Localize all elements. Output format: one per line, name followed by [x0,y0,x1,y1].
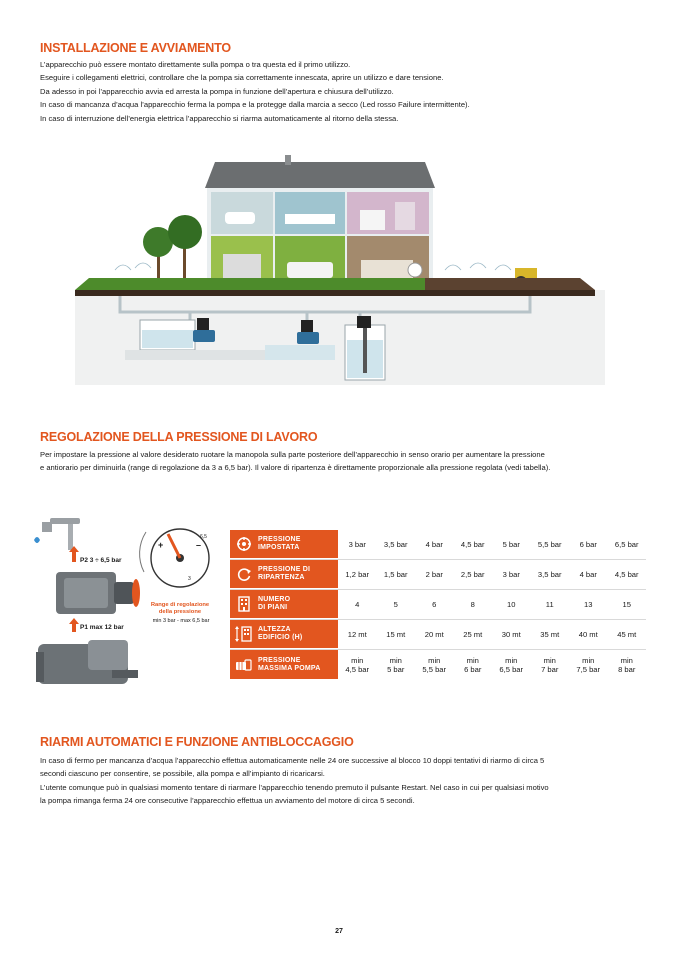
row-label: PRESSIONE MASSIMA POMPA [258,656,321,672]
table-cell: 15 [622,600,631,609]
pressure-table [230,530,646,680]
restart-arrows-icon [230,566,258,582]
text-line: Per impostare la pressione al valore desiderato ruotare la manopola sulla parte posteriore dell’apparecchio in senso orario per aumentare la pressione [40,450,545,459]
building-height-icon [230,626,258,642]
table-cell: min 6 bar [464,656,482,674]
table-cell: min 7 bar [541,656,559,674]
regulation-range-title: Range di regolazione della pressione [150,602,210,615]
table-cell: min 5 bar [387,656,405,674]
building-icon [230,596,258,612]
dial-max-value: 6,5 [200,534,207,540]
table-cell: 25 mt [463,630,483,639]
table-cell: 40 mt [578,630,598,639]
table-cell: 4,5 bar [460,540,485,549]
table-cell: 4 bar [579,570,597,579]
section-title-riarmi: RIARMI AUTOMATICI E FUNZIONE ANTIBLOCCAGGIO [40,735,354,749]
text-line: Eseguire i collegamenti elettrici, controllare che la pompa sia correttamente innescata, aprire un utilizzo e dare tensione. [40,73,444,83]
table-cell: 5,5 bar [537,540,562,549]
row-header [230,530,338,559]
row-label: PRESSIONE IMPOSTATA [258,536,301,551]
table-cell: 35 mt [540,630,560,639]
table-row-pressione-impostata [230,530,646,560]
row-header [230,590,338,619]
text-line: L’apparecchio può essere montato direttamente sulla pompa o tra questa ed il primo utilizzo. [40,60,351,69]
table-row-pressione-massima-pompa [230,650,646,680]
table-cell: 3 bar [348,540,366,549]
table-cell: 2,5 bar [460,570,485,579]
table-row-altezza-edificio [230,620,646,650]
table-cell: 6 [432,600,437,609]
table-cell: min 7,5 bar [576,656,601,674]
text-line: L’utente comunque può in qualsiasi momento tentare di riarmare l’apparecchio tenendo premuto il pulsante Restart. Nel caso in cui per qualsiasi motivo [40,782,549,792]
table-cell: 11 [545,600,554,609]
row-header [230,650,338,680]
riarmi-paragraph [40,754,640,808]
row-label: PRESSIONE DI RIPARTENZA [258,566,311,581]
dial-plus-sign: + [158,540,164,550]
text-line: e antiorario per diminuirla (range di regolazione da 3 a 6,5 bar). Il valore di ripartenza è direttamente proporzionale alla pressione regolata (vedi tabella). [40,463,551,473]
pump-pressure-diagram [28,512,218,692]
table-cell: 1,5 bar [383,570,408,579]
dial-min-value: 3 [188,576,191,582]
table-cell: 15 mt [386,630,406,639]
section-title-regolazione: REGOLAZIONE DELLA PRESSIONE DI LAVORO [40,430,318,444]
regulation-range-values: min 3 bar - max 6,5 bar [152,618,210,624]
table-cell: 8 [470,600,475,609]
text-line: In caso di mancanza d’acqua l’apparecchio ferma la pompa e la protegge dalla marcia a secco (Led rosso Failure intermittente). [40,100,470,110]
row-label: ALTEZZA EDIFICIO (H) [258,626,303,641]
table-cell: 10 [507,600,516,609]
table-cell: 4 bar [425,540,443,549]
table-cell: min 4,5 bar [345,656,370,674]
table-cell: 13 [584,600,593,609]
table-cell: 3 bar [502,570,520,579]
table-cell: 3,5 bar [383,540,408,549]
text-line: In caso di fermo per mancanza d’acqua l’apparecchio effettua automaticamente nelle 24 ore successive al blocco 10 doppi tentativi di riarmo di circa 5 [40,756,545,765]
text-line: Da adesso in poi l’apparecchio avvia ed arresta la pompa in funzione dell’apertura e chiusura dell’utilizzo. [40,86,394,96]
gauge-icon [230,536,258,552]
row-label: NUMERO DI PIANI [258,596,291,611]
text-line: secondi ciascuno per consentire, se possibile, alla pompa e all’impianto di ricaricarsi. [40,769,325,779]
installazione-paragraph [40,58,640,125]
table-cell: 5 [393,600,398,609]
table-row-numero-piani [230,590,646,620]
text-line: In caso di interruzione dell’energia elettrica l’apparecchio si riarma automaticamente al ritorno della stessa. [40,113,399,123]
regolazione-paragraph [40,448,640,475]
table-cell: 4,5 bar [614,570,639,579]
table-row-pressione-ripartenza [230,560,646,590]
table-cell: 4 [355,600,360,609]
house-installation-illustration [75,150,605,385]
table-cell: 20 mt [424,630,444,639]
p2-pressure-label: P2 3 ÷ 6,5 bar [80,557,122,564]
table-cell: min 6,5 bar [499,656,524,674]
table-cell: 5 bar [502,540,520,549]
table-cell: min 8 bar [618,656,636,674]
table-cell: 3,5 bar [537,570,562,579]
text-line: la pompa rimanga ferma 24 ore consecutive l’apparecchio effettua un avviamento del motore di circa 5 secondi. [40,796,415,806]
pump-icon [230,658,258,672]
page-number: 27 [335,928,343,935]
table-cell: 30 mt [501,630,521,639]
table-cell: 12 mt [347,630,367,639]
row-header [230,560,338,589]
table-cell: 6 bar [579,540,597,549]
dial-minus-sign: – [196,540,202,550]
section-title-installazione: INSTALLAZIONE E AVVIAMENTO [40,41,231,55]
table-cell: 2 bar [425,570,443,579]
row-header [230,620,338,649]
table-cell: 45 mt [617,630,637,639]
table-cell: 1,2 bar [345,570,370,579]
p1-pressure-label: P1 max 12 bar [80,624,124,631]
table-cell: 6,5 bar [614,540,639,549]
table-cell: min 5,5 bar [422,656,447,674]
